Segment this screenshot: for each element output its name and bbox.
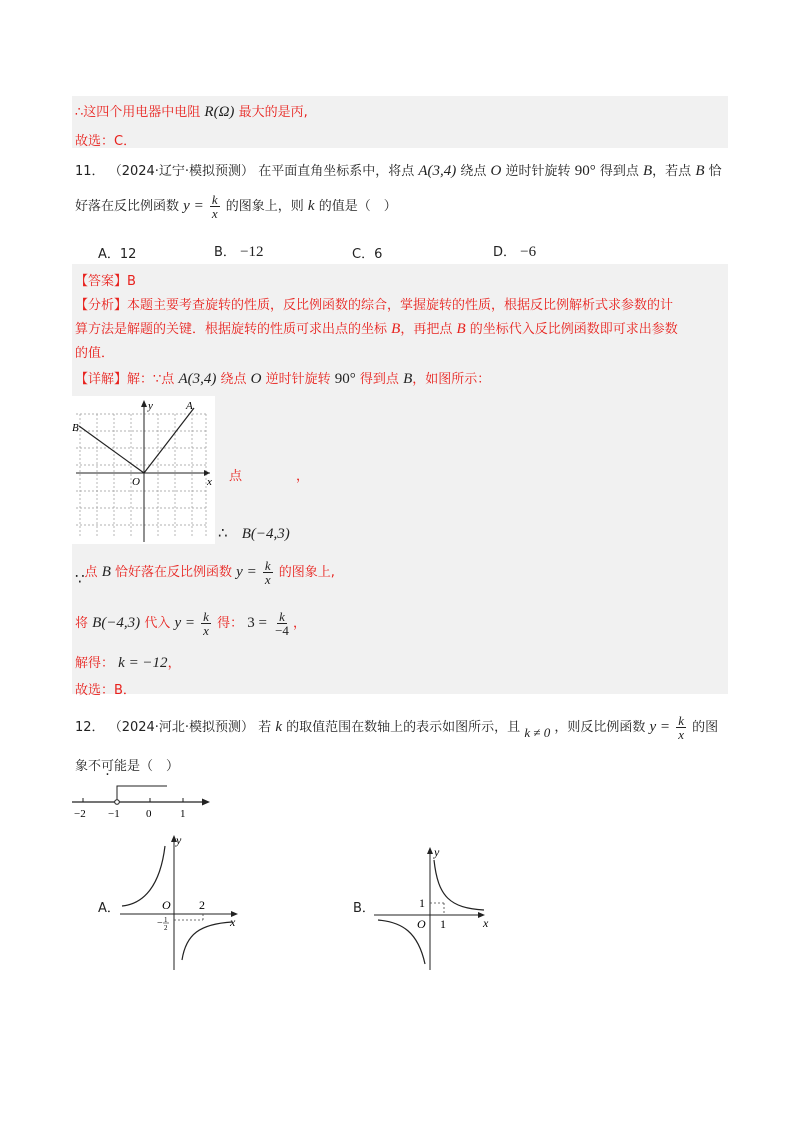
q12-text4: 的图: [692, 720, 719, 735]
q11-point-a: A(3,4): [418, 163, 457, 179]
q11-option-c: [352, 243, 382, 262]
detail-b: B: [403, 371, 413, 387]
conclusion-text-pre: ∴这四个用电器中电阻: [75, 105, 201, 120]
substitute-fraction: [201, 610, 211, 637]
substitute-eq-left: 3 =: [247, 615, 267, 631]
q11-option-a: [98, 243, 136, 262]
substitute-frac-num: k: [203, 609, 209, 624]
q12-text2: 的取值范围在数轴上的表示如图所示，且: [286, 720, 521, 735]
q11-because-line: [75, 559, 335, 586]
q12-line2-pre: 象: [75, 759, 89, 774]
q11-point-comma: ，: [296, 469, 310, 484]
q12-line2: [75, 755, 179, 774]
prev-conclusion: [75, 101, 308, 121]
graph-a-tick-x: 2: [199, 898, 205, 912]
answer-tag: 【答案】: [75, 274, 128, 289]
graph-a-y-label: y: [176, 833, 182, 847]
graph-y-label: y: [148, 400, 153, 412]
q12-emphasis: 不可能: [88, 759, 128, 774]
detail-line1-mid: 绕点: [220, 372, 247, 387]
graph-origin-label: O: [132, 476, 140, 488]
q11-line2-post: 的值是（ ）: [318, 199, 397, 214]
substitute-pre: 将: [75, 616, 89, 631]
analysis-line2-pre: 算方法是解题的关键．根据旋转的性质可求出点的坐标: [75, 322, 388, 337]
q12-fraction: [676, 714, 686, 741]
q12-frac-den: x: [678, 727, 684, 742]
solve-pre: 解得：: [75, 656, 115, 671]
because-post2: 的图象上,: [278, 565, 335, 580]
q12-frac-num: k: [678, 713, 684, 728]
because-fraction: [263, 559, 273, 586]
tick-label-0: 0: [146, 808, 152, 820]
q11-o: O: [490, 163, 502, 179]
option-d-label: D．: [493, 245, 517, 260]
q11-analysis-l1: [75, 294, 673, 313]
substitute-frac-den: x: [203, 623, 209, 638]
q11-analysis-l3: 的值．: [75, 346, 115, 361]
graph-grid: [76, 414, 206, 536]
q12-graph-b-label: B．: [353, 901, 375, 916]
q12-line2-post: 是（ ）: [127, 759, 180, 774]
graph-a-x-label: x: [230, 915, 236, 929]
substitute-mid: 代入: [144, 616, 171, 631]
q11-fraction: [210, 193, 220, 220]
q11-angle: 90°: [574, 163, 596, 179]
prev-choice: 故选：C．: [75, 134, 137, 149]
q11-frac-den: x: [211, 206, 218, 221]
q12-k: k: [275, 719, 283, 735]
q11-line2-mid: 的图象上，则: [225, 199, 304, 214]
segment-ob: [79, 426, 144, 473]
q11-line1: [75, 160, 722, 180]
solve-equation: k = −12: [118, 655, 168, 671]
solve-end: ，: [167, 656, 181, 671]
q11-detail-l1: [75, 368, 490, 388]
range-indicator: [117, 786, 167, 802]
graph-x-label: x: [207, 476, 212, 488]
conclusion-text-post: 最大的是丙,: [238, 105, 308, 120]
q11-text3: 逆时针旋转: [505, 164, 571, 179]
detail-line1-mid3: 得到点: [359, 372, 399, 387]
answer-value: B: [127, 274, 136, 289]
q11-text1: 在平面直角坐标系中，将点: [258, 164, 415, 179]
tick-label-1: 1: [180, 808, 186, 820]
graph-a-tick-y-den: 2: [164, 924, 168, 932]
because-b: B: [101, 564, 111, 580]
q11-answer-line: [75, 270, 136, 289]
analysis-line1: 本题主要考查旋转的性质，反比例函数的综合，掌握旋转的性质，根据反比例解析式求参数的计: [127, 298, 674, 313]
because-frac-num: k: [264, 558, 271, 573]
detail-angle: 90°: [334, 371, 356, 387]
detail-line1-mid2: 逆时针旋转: [265, 372, 331, 387]
q12-number-line: [70, 782, 215, 822]
substitute-eq-num: k: [279, 609, 285, 624]
because-symbol: ∵: [75, 570, 85, 588]
detail-line1-post: ，如图所示：: [412, 372, 491, 387]
q11-text5: ，若点: [652, 164, 692, 179]
graph-b-tick-y: 1: [419, 896, 425, 910]
graph-b-label: B: [72, 422, 79, 434]
substitute-eq-den: −4: [275, 623, 289, 638]
because-pre: 点: [84, 565, 98, 580]
q11-solve-line: [75, 652, 181, 672]
q11-option-b: [214, 241, 264, 261]
q11-point-word: 点: [229, 469, 243, 484]
q11-line2: [75, 193, 397, 220]
analysis-tag: 【分析】: [75, 298, 128, 313]
q11-therefore-line: [218, 524, 290, 543]
detail-tag: 【详解】: [75, 372, 128, 387]
analysis-line2-mid: ，再把点: [400, 322, 453, 337]
q11-option-d: [493, 241, 536, 261]
q11-source: （2024·辽宁·模拟预测）: [108, 164, 255, 179]
tick-label-minus-2: −2: [74, 808, 86, 820]
analysis-b1: B: [391, 321, 401, 337]
q11-analysis-l2: [75, 318, 678, 338]
q12-line1: [75, 714, 718, 741]
graph-b-y-arrow: [427, 847, 433, 854]
q11-graph: [72, 396, 215, 544]
graph-b-curve-q1: [434, 860, 484, 910]
point-b-result: B(−4,3): [241, 526, 290, 542]
option-b-value: −12: [240, 244, 264, 260]
q12-number: 12．: [75, 720, 105, 735]
because-frac-den: x: [264, 572, 271, 587]
therefore-symbol: ∴: [218, 524, 228, 542]
q12-graph-a: [118, 832, 248, 972]
q12-graph-b: [372, 842, 497, 972]
q11-substitute-line: [75, 610, 306, 637]
graph-a-tick-y-num: 1: [164, 916, 168, 924]
number-line-arrow: [202, 799, 210, 806]
because-post1: 恰好落在反比例函数: [115, 565, 233, 580]
resistance-symbol: R(Ω): [204, 104, 235, 120]
analysis-line2-post: 的坐标代入反比例函数即可求出参数: [469, 322, 678, 337]
q12-text3: ，则反比例函数: [554, 720, 646, 735]
graph-a-curve-q2: [122, 846, 165, 906]
open-circle-minus-1: [115, 800, 120, 805]
substitute-eq-fraction: [273, 610, 291, 637]
q11-line2-pre: 好落在反比例函数: [75, 199, 180, 214]
segment-oa: [144, 408, 194, 473]
q11-number: 11．: [75, 164, 105, 179]
graph-b-origin: O: [417, 917, 426, 931]
tick-label-minus-1: −1: [108, 808, 120, 820]
graph-a-origin: O: [162, 898, 171, 912]
q11-text6: 恰: [708, 164, 722, 179]
q11-func-y: y =: [183, 198, 204, 214]
substitute-get: 得：: [217, 616, 244, 631]
graph-b-y-label: y: [434, 845, 440, 859]
graph-a-label: A: [186, 400, 193, 412]
option-c-label: C．6: [352, 247, 383, 262]
detail-line1-pre: 解：∵点: [127, 372, 175, 387]
detail-point-a: A(3,4): [178, 371, 217, 387]
detail-o: O: [250, 371, 262, 387]
substitute-y: y =: [174, 615, 196, 631]
option-d-value: −6: [520, 244, 537, 260]
graph-b-tick-x: 1: [440, 917, 446, 931]
q12-graph-a-label: A．: [98, 901, 120, 916]
graph-b-x-label: x: [483, 916, 489, 930]
graph-a-curve-q4: [182, 922, 232, 960]
graph-a-tick-y-sign: −: [157, 918, 163, 929]
analysis-b2: B: [456, 321, 466, 337]
q11-k: k: [307, 198, 315, 214]
q12-condition: k ≠ 0: [524, 725, 551, 740]
q12-source: （2024·河北·模拟预测）: [108, 720, 255, 735]
q11-text4: 得到点: [599, 164, 639, 179]
option-b-label: B．: [214, 245, 236, 260]
q11-b1: B: [642, 163, 653, 179]
because-y: y =: [236, 564, 257, 580]
substitute-end: ，: [292, 616, 306, 631]
option-a-label: A．12: [98, 247, 137, 262]
substitute-b: B(−4,3): [92, 615, 141, 631]
q12-func-y: y =: [649, 719, 671, 735]
y-axis-arrow: [141, 400, 147, 407]
q11-b2: B: [695, 163, 705, 179]
q11-text2: 绕点: [460, 164, 487, 179]
q12-text1: 若: [258, 720, 272, 735]
q11-final-choice: 故选：B．: [75, 683, 136, 698]
q11-frac-num: k: [211, 192, 218, 207]
